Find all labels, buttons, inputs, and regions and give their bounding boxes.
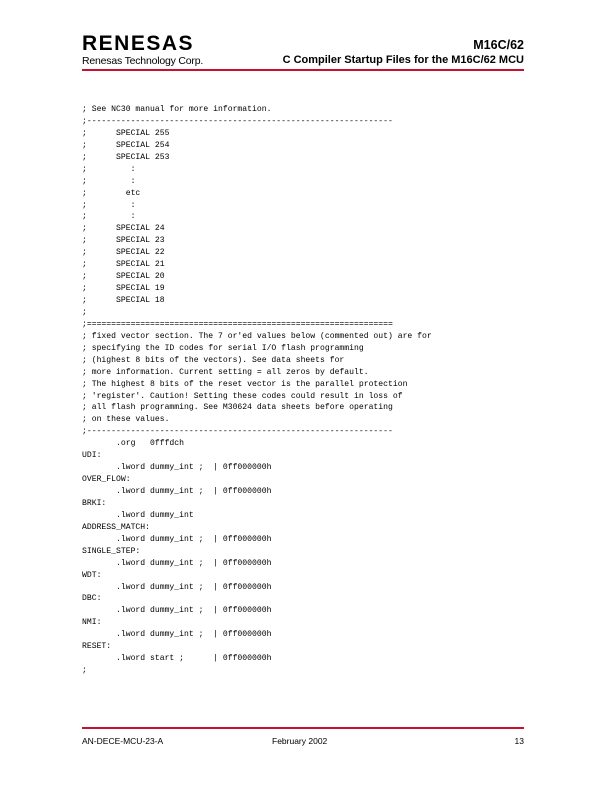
code-line: ; on these values. bbox=[82, 415, 170, 425]
code-line: ; SPECIAL 19 bbox=[82, 284, 165, 294]
code-line: SINGLE_STEP: bbox=[82, 546, 141, 556]
code-line: .lword dummy_int ; | 0ff000000h bbox=[82, 487, 272, 496]
footer-rule bbox=[82, 727, 524, 729]
code-line: ; SPECIAL 21 bbox=[82, 260, 165, 270]
logo-wordmark: RENESAS bbox=[82, 33, 195, 53]
code-listing bbox=[82, 104, 522, 677]
code-line: ; SPECIAL 24 bbox=[82, 224, 165, 234]
code-line: ; etc bbox=[82, 188, 141, 198]
publication-date: February 2002 bbox=[272, 736, 328, 746]
code-line: ; The highest 8 bits of the reset vector is the parallel protection bbox=[82, 379, 408, 389]
code-line: ; See NC30 manual for more information. bbox=[82, 105, 272, 114]
code-line: OVER_FLOW: bbox=[82, 475, 131, 485]
code-line: NMI: bbox=[82, 618, 102, 628]
code-line: ; : bbox=[82, 212, 136, 222]
code-line: ; SPECIAL 18 bbox=[82, 296, 165, 305]
code-line: ; SPECIAL 254 bbox=[82, 140, 170, 150]
code-line: ; SPECIAL 22 bbox=[82, 248, 165, 258]
code-line: ; : bbox=[82, 200, 136, 210]
code-line: ; more information. Current setting = all zeros by default. bbox=[82, 367, 369, 377]
code-line: .org 0fffdch bbox=[82, 439, 184, 449]
code-line: .lword start ; | 0ff000000h bbox=[82, 654, 272, 664]
code-line: DBC: bbox=[82, 594, 102, 604]
code-line: ; (highest 8 bits of the vectors). See data sheets for bbox=[82, 355, 345, 365]
document-title: C Compiler Startup Files for the M16C/62 MCU bbox=[282, 54, 524, 66]
code-line: RESET: bbox=[82, 642, 112, 652]
code-line: ; SPECIAL 255 bbox=[82, 128, 170, 138]
code-line: .lword dummy_int ; | 0ff000000h bbox=[82, 558, 272, 568]
code-line: .lword dummy_int ; | 0ff000000h bbox=[82, 606, 272, 616]
code-line: ;--------------------------------------------------------------- bbox=[82, 427, 393, 437]
code-line: ; all flash programming. See M30624 data sheets before operating bbox=[82, 403, 393, 413]
code-line: ; 'register'. Caution! Setting these codes could result in loss of bbox=[82, 391, 403, 401]
code-line: .lword dummy_int ; | 0ff000000h bbox=[82, 463, 272, 473]
code-line: WDT: bbox=[82, 570, 102, 580]
renesas-logo-mark bbox=[82, 33, 214, 53]
company-name: Renesas Technology Corp. bbox=[82, 55, 204, 67]
code-line: UDI: bbox=[82, 451, 102, 461]
code-line: ;--------------------------------------------------------------- bbox=[82, 116, 393, 126]
code-line: .lword dummy_int ; | 0ff000000h bbox=[82, 582, 272, 592]
code-line: ; SPECIAL 23 bbox=[82, 236, 165, 246]
header-rule bbox=[82, 69, 524, 71]
document-number: AN-DECE-MCU-23-A bbox=[82, 736, 164, 746]
code-line: ; bbox=[82, 307, 87, 317]
code-line: .lword dummy_int ; | 0ff000000h bbox=[82, 630, 272, 640]
renesas-logo bbox=[82, 33, 214, 53]
code-line: ; : bbox=[82, 164, 136, 174]
code-line: .lword dummy_int ; | 0ff000000h bbox=[82, 534, 272, 544]
page-number: 13 bbox=[514, 736, 524, 746]
code-line: ADDRESS_MATCH: bbox=[82, 522, 150, 532]
code-line: ; fixed vector section. The 7 or'ed values below (commented out) are for bbox=[82, 331, 432, 341]
code-line: .lword dummy_int bbox=[82, 510, 194, 520]
code-line: ; specifying the ID codes for serial I/O flash programming bbox=[82, 343, 364, 353]
code-line: ; bbox=[82, 666, 87, 676]
code-line: ; SPECIAL 20 bbox=[82, 272, 165, 282]
code-line: ; SPECIAL 253 bbox=[82, 152, 170, 162]
code-line: ;=============================================================== bbox=[82, 319, 393, 329]
code-line: BRKI: bbox=[82, 498, 107, 508]
document-code: M16C/62 bbox=[473, 38, 524, 52]
code-line: ; : bbox=[82, 176, 136, 186]
